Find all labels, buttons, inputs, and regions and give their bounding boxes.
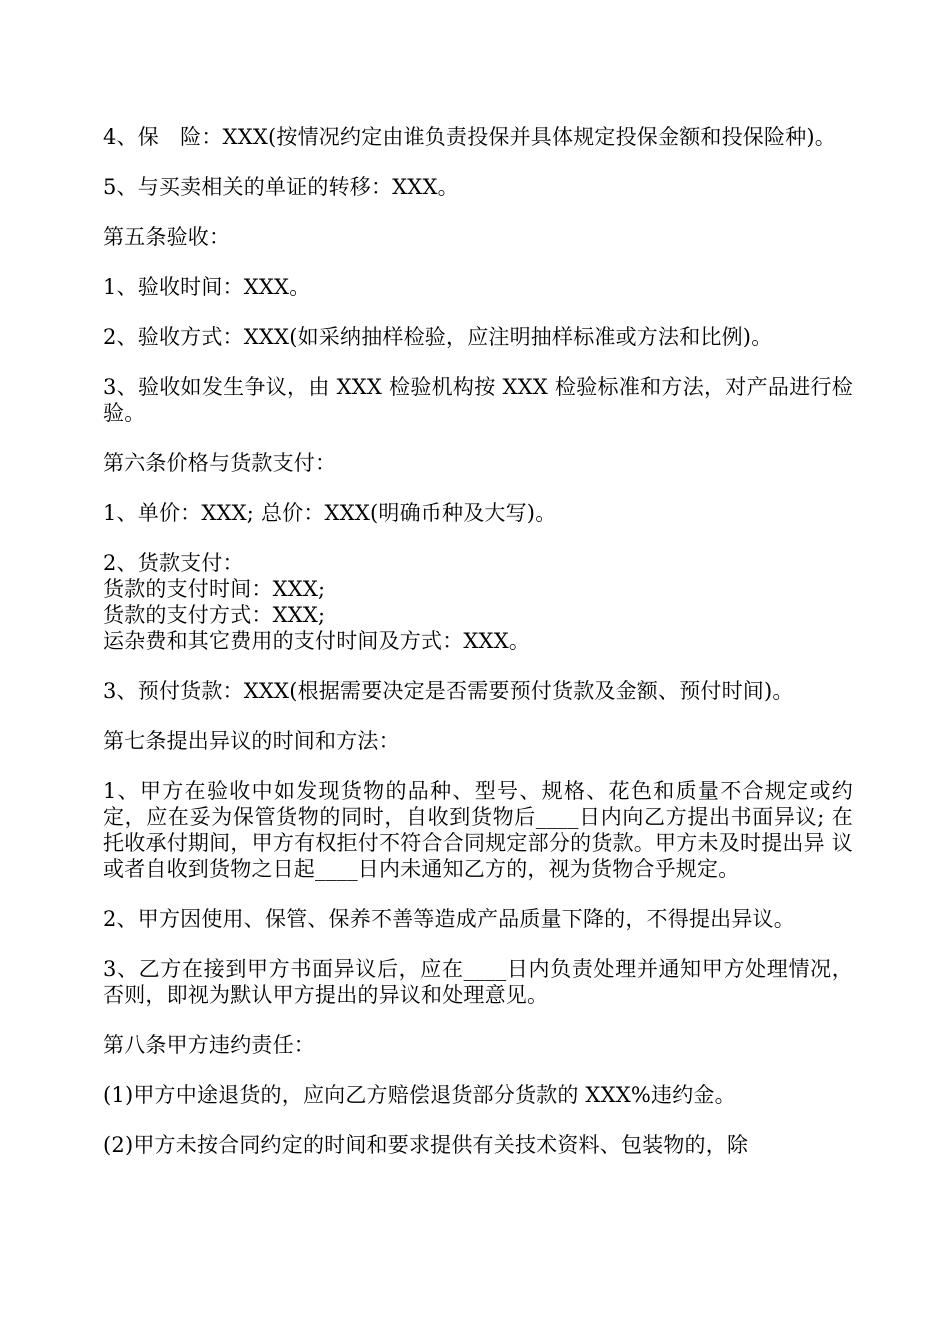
document-page [103,124,853,1182]
payment-block [103,550,853,654]
inspection-method: 2、验收方式：XXX(如采纳抽样检验，应注明抽样标准或方法和比例)。 [103,325,773,349]
inspection-dispute: 3、验收如发生争议，由 XXX 检验机构按 XXX 检验标准和方法，对产品进行检验。 [103,375,853,425]
article-5-heading: 第五条验收： [103,225,231,249]
article-7-heading: 第七条提出异议的时间和方法： [103,729,400,753]
payment-time: 货款的支付时间：XXX; [103,577,326,601]
article-8-heading: 第八条甲方违约责任： [103,1033,315,1057]
advance-payment: 3、预付货款：XXX(根据需要决定是否需要预付货款及金额、预付时间)。 [103,679,794,703]
breach-clause-2: (2)甲方未按合同约定的时间和要求提供有关技术资料、包装物的，除 [103,1133,749,1157]
clause-5-documents: 5、与买卖相关的单证的转移：XXX。 [103,175,459,199]
objection-clause-1: 1、甲方在验收中如发现货物的品种、型号、规格、花色和质量不合规定或约定，应在妥为保管货物的同时，自收到货物后____日内向乙方提出书面异议; 在托收承付期间，甲方有权拒付不符合合同规定部分的货款。甲方未及时提出异 议或者自收到货物之日起____日内未通知乙方的，视为货物合乎规定。 [103,779,853,881]
freight-payment: 运杂费和其它费用的支付时间及方式：XXX。 [103,629,531,653]
clause-4-insurance: 4、保 险：XXX(按情况约定由谁负责投保并具体规定投保金额和投保险种)。 [103,125,836,149]
objection-clause-2: 2、甲方因使用、保管、保养不善等造成产品质量下降的，不得提出异议。 [103,907,795,931]
unit-price: 1、单价：XXX; 总价：XXX(明确币种及大写)。 [103,501,557,525]
objection-clause-3: 3、乙方在接到甲方书面异议后，应在____日内负责处理并通知甲方处理情况，否则，即视为默认甲方提出的异议和处理意见。 [103,957,853,1007]
payment-method: 货款的支付方式：XXX; [103,603,326,627]
article-6-heading: 第六条价格与货款支付： [103,451,337,475]
inspection-time: 1、验收时间：XXX。 [103,275,311,299]
payment-title: 2、货款支付： [103,551,244,575]
breach-clause-1: (1)甲方中途退货的，应向乙方赔偿退货部分货款的 XXX%违约金。 [103,1083,736,1107]
